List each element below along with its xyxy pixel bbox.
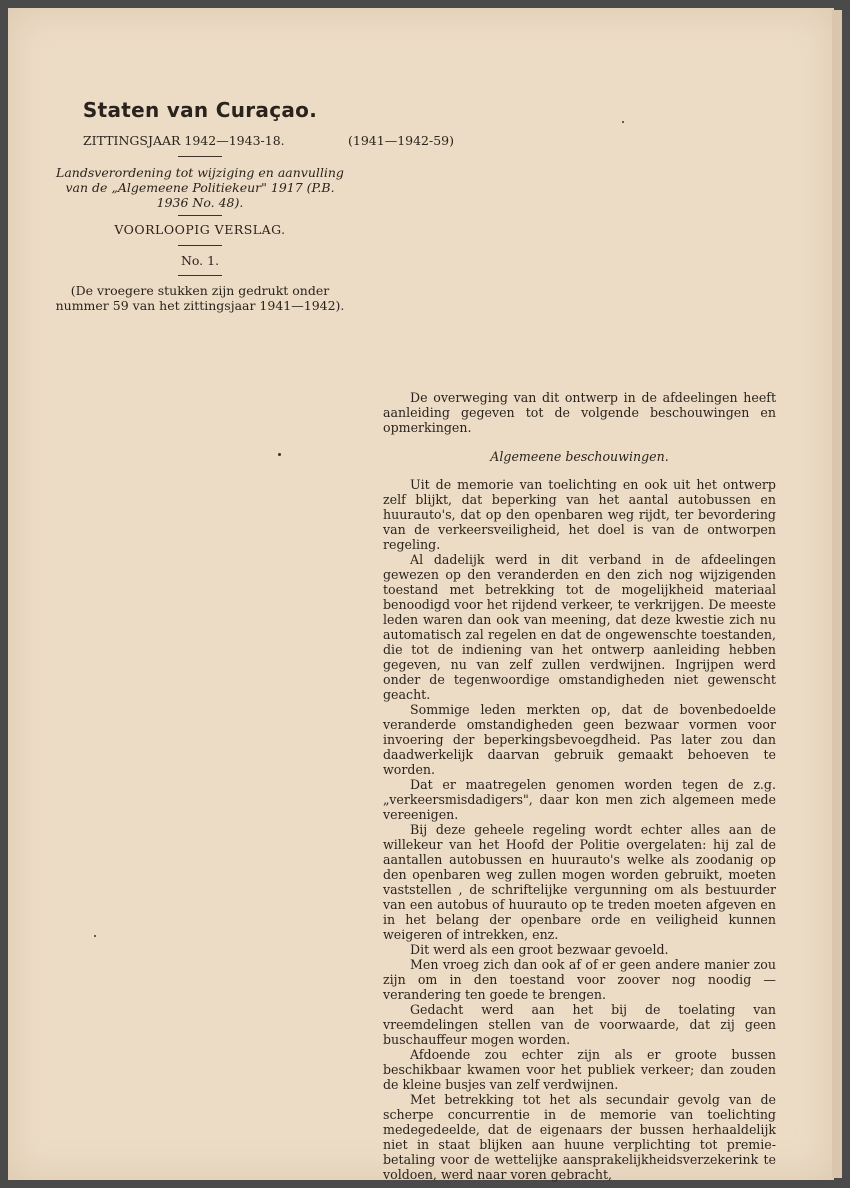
divider [178,275,222,276]
paper-speck [94,935,96,937]
paragraph: Sommige leden merkten op, dat de bovenbedoelde veranderde omstandigheden geen bezwaar vormen voor invoering der beperkingsbevoegdheid. Pas later zou dan daadwerkelijk daarvan gebruik gemaakt behoeven te worden. [383,702,776,777]
divider [178,156,222,157]
paragraph: Gedacht werd aan het bij de toelating van vreemdelingen stellen van de voorwaarde, dat zij geen buschauffeur mogen worden. [383,1002,776,1047]
paragraph: Men vroeg zich dan ook af of er geen andere manier zou zijn om in den toestand voor zoover nog noodig — verandering ten goede te brengen. [383,957,776,1002]
document-number: No. 1. [180,253,220,268]
document-note: (De vroegere stukken zijn gedrukt onder nummer 59 van het zittingsjaar 1941—1942). [55,283,345,313]
document-title: Staten van Curaçao. [82,98,318,122]
paper-speck [278,453,281,456]
report-body [383,390,776,1182]
paper-speck [622,121,624,123]
paragraph: Uit de memorie van toelichting en ook uit het ontwerp zelf blijkt, dat beperking van het aantal autobussen en huurauto's, dat op den openbaren weg rijdt, ter bevordering van de verkeersveiligheid, het doel is van de ontworpen regeling. [383,477,776,552]
page-edge [832,10,842,1178]
intro-paragraph: De overweging van dit ontwerp in de afdeelingen heeft aanleiding gegeven tot de volgende beschouwingen en opmerkingen. [383,390,776,435]
session-reference: (1941—1942-59) [348,133,455,148]
paragraph: Afdoende zou echter zijn als er groote bussen beschikbaar kwamen voor het publiek verkeer; dan zouden de kleine busjes van zelf verdwijnen. [383,1047,776,1092]
paragraph: Dat er maatregelen genomen worden tegen de z.g. „verkeersmisdadigers", daar kon men zich algemeen mede vereenigen. [383,777,776,822]
section-title: VOORLOOPIG VERSLAG. [114,222,286,237]
paragraph: Al dadelijk werd in dit verband in de afdeelingen gewezen op den veranderden en den zich nog wijzigenden toestand met betrekking tot de mogelijkheid materiaal benoodigd voor het rijdend verkeer, te verkrijgen. De meeste leden waren dan ook van meening, dat deze kwestie zich nu automatisch zal regelen en dat de ongewenschte toestanden, die tot de indiening van het ontwerp aanleiding hebben gegeven, nu van zelf zullen verdwijnen. Ingrijpen werd onder de tegenwoordige omstandigheden niet gewenscht geacht. [383,552,776,702]
paragraph: Dit werd als een groot bezwaar gevoeld. [410,942,669,957]
session-year: ZITTINGSJAAR 1942—1943-18. [83,133,285,148]
document-subtitle: Landsverordening tot wijziging en aanvulling van de „Algemeene Politiekeur" 1917 (P.B. 1936 No. 48). [56,165,344,210]
section-heading: Algemeene beschouwingen. [490,449,669,464]
divider [178,215,222,216]
divider [178,245,222,246]
paragraph: Bij deze geheele regeling wordt echter alles aan de willekeur van het Hoofd der Politie overgelaten: hij zal de aantallen autobussen en huurauto's welke als zoodanig op den openbaren weg zullen mogen worden gebruikt, moeten vaststellen , de schriftelijke vergunning om als bestuurder van een autobus of huurauto op te treden moeten afgeven en in het belang der openbare orde en veiligheid kunnen weigeren of intrekken, enz. [383,822,776,942]
paragraph: Met betrekking tot het als secundair gevolg van de scherpe concurrentie in de memorie van toelichting medegedeelde, dat de eigenaars der bussen herhaaldelijk niet in staat blijken aan huune verplichting tot premie-betaling voor de wettelijke aansprakelijkheidsverzekerink te voldoen, werd naar voren gebracht, [383,1092,776,1182]
